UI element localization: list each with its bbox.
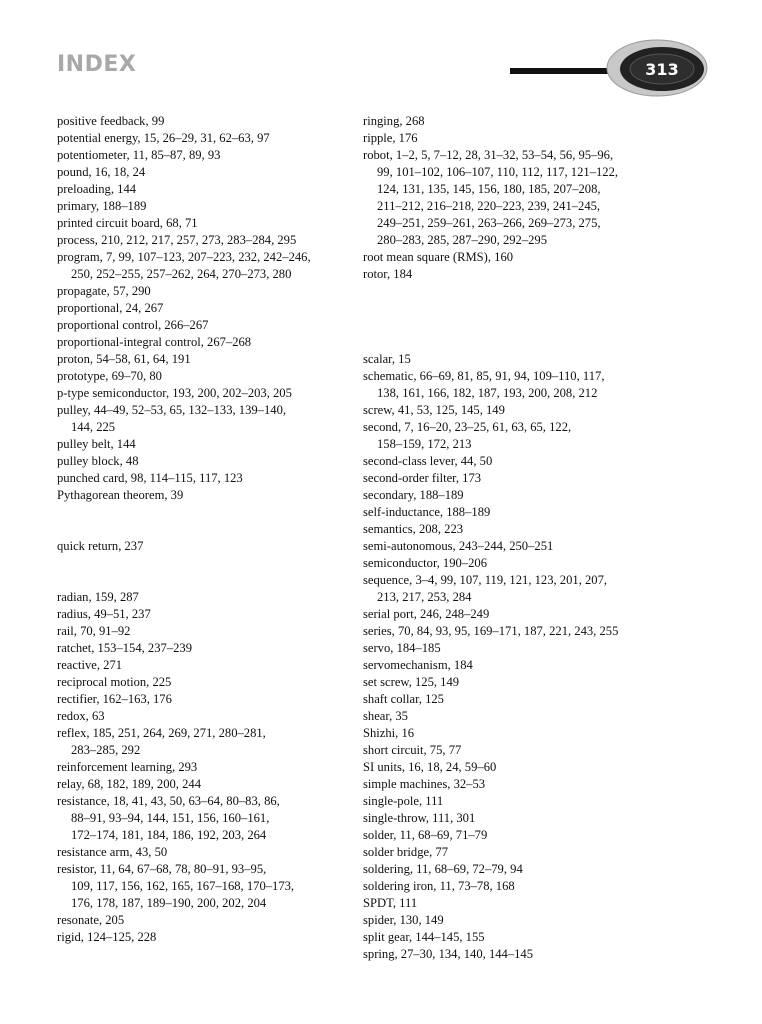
- index-entry-line: 280–283, 285, 287–290, 292–295: [377, 233, 548, 247]
- index-entry-line: semiconductor, 190–206: [363, 556, 488, 570]
- index-entry: [363, 759, 663, 776]
- index-entry-line: potentiometer, 11, 85–87, 89, 93: [57, 148, 221, 162]
- index-entry-line: Pythagorean theorem, 39: [57, 488, 184, 502]
- index-entry-line: punched card, 98, 114–115, 117, 123: [57, 471, 243, 485]
- index-entry: [363, 810, 663, 827]
- index-entry: [57, 657, 357, 674]
- section-gap: [57, 504, 357, 538]
- index-entry-line: short circuit, 75, 77: [363, 743, 462, 757]
- index-entry: [363, 946, 663, 963]
- index-entry-line: pound, 16, 18, 24: [57, 165, 146, 179]
- index-entry: [57, 538, 357, 555]
- index-entry-line: preloading, 144: [57, 182, 137, 196]
- index-entry: [57, 844, 357, 861]
- index-entry: [57, 487, 357, 504]
- index-entry-line: SPDT, 111: [363, 896, 418, 910]
- index-entry-line: program, 7, 99, 107–123, 207–223, 232, 242–246,: [57, 250, 311, 264]
- index-entry-line: servo, 184–185: [363, 641, 441, 655]
- index-entry-line: resistor, 11, 64, 67–68, 78, 80–91, 93–95,: [57, 862, 267, 876]
- index-entry-line: propagate, 57, 290: [57, 284, 151, 298]
- index-entry: [363, 351, 663, 368]
- index-entry: [363, 776, 663, 793]
- index-entry: [363, 861, 663, 878]
- index-entry: [363, 504, 663, 521]
- index-entry: [57, 929, 357, 946]
- index-entry-line: 88–91, 93–94, 144, 151, 156, 160–161,: [71, 811, 270, 825]
- index-entry: [57, 861, 357, 912]
- index-entry: [57, 691, 357, 708]
- index-entry-line: spring, 27–30, 134, 140, 144–145: [363, 947, 534, 961]
- index-entry-line: reinforcement learning, 293: [57, 760, 198, 774]
- index-entry-line: proportional-integral control, 267–268: [57, 335, 252, 349]
- index-entry-line: semi-autonomous, 243–244, 250–251: [363, 539, 554, 553]
- index-entry-line: 211–212, 216–218, 220–223, 239, 241–245,: [377, 199, 601, 213]
- index-entry: [57, 130, 357, 147]
- index-entry: [363, 555, 663, 572]
- index-entry-line: p-type semiconductor, 193, 200, 202–203, 205: [57, 386, 292, 400]
- index-entry: [57, 232, 357, 249]
- index-entry-line: single-pole, 111: [363, 794, 444, 808]
- index-entry-line: rigid, 124–125, 228: [57, 930, 157, 944]
- index-entry-line: pulley block, 48: [57, 454, 139, 468]
- index-entry: [363, 895, 663, 912]
- index-entry-line: quick return, 237: [57, 539, 144, 553]
- index-entry: [363, 113, 663, 130]
- index-entry-line: scalar, 15: [363, 352, 411, 366]
- index-entry-line: SI units, 16, 18, 24, 59–60: [363, 760, 497, 774]
- index-entry-line: series, 70, 84, 93, 95, 169–171, 187, 221, 243, 255: [363, 624, 619, 638]
- index-entry: [57, 589, 357, 606]
- index-entry-line: ratchet, 153–154, 237–239: [57, 641, 193, 655]
- index-entry-line: 158–159, 172, 213: [377, 437, 472, 451]
- index-entry: [57, 708, 357, 725]
- index-entry: [57, 164, 357, 181]
- index-entry-line: shaft collar, 125: [363, 692, 444, 706]
- index-entry-line: root mean square (RMS), 160: [363, 250, 514, 264]
- page-number-badge: [605, 38, 710, 98]
- index-entry: [57, 351, 357, 368]
- index-entry: [57, 776, 357, 793]
- index-entry-line: secondary, 188–189: [363, 488, 464, 502]
- index-entry-line: 144, 225: [71, 420, 116, 434]
- index-entry-line: set screw, 125, 149: [363, 675, 460, 689]
- index-entry: [363, 929, 663, 946]
- index-entry: [363, 572, 663, 606]
- index-entry-line: 109, 117, 156, 162, 165, 167–168, 170–173,: [71, 879, 295, 893]
- index-entry: [57, 436, 357, 453]
- index-entry-line: 172–174, 181, 184, 186, 192, 203, 264: [71, 828, 267, 842]
- index-entry: [57, 385, 357, 402]
- index-entry: [57, 725, 357, 759]
- index-entry-line: self-inductance, 188–189: [363, 505, 491, 519]
- index-entry: [57, 249, 357, 283]
- index-entry-line: 283–285, 292: [71, 743, 141, 757]
- index-entry-line: 99, 101–102, 106–107, 110, 112, 117, 121–122,: [377, 165, 619, 179]
- index-entry-line: split gear, 144–145, 155: [363, 930, 485, 944]
- index-entry: [363, 844, 663, 861]
- index-entry: [363, 657, 663, 674]
- index-entry-line: potential energy, 15, 26–29, 31, 62–63, 97: [57, 131, 270, 145]
- index-entry-line: second-order filter, 173: [363, 471, 482, 485]
- index-entry-line: 176, 178, 187, 189–190, 200, 202, 204: [71, 896, 267, 910]
- index-entry: [57, 317, 357, 334]
- index-entry-line: 249–251, 259–261, 263–266, 269–273, 275,: [377, 216, 601, 230]
- index-entry-line: semantics, 208, 223: [363, 522, 464, 536]
- index-entry-line: reciprocal motion, 225: [57, 675, 172, 689]
- index-entry-line: proton, 54–58, 61, 64, 191: [57, 352, 191, 366]
- index-entry: [363, 912, 663, 929]
- index-entry-line: proportional, 24, 267: [57, 301, 164, 315]
- index-entry: [57, 640, 357, 657]
- index-column-right: [363, 113, 663, 963]
- index-entry-line: rotor, 184: [363, 267, 413, 281]
- index-entry: [363, 793, 663, 810]
- index-entry: [363, 878, 663, 895]
- index-entry: [57, 198, 357, 215]
- index-entry: [57, 470, 357, 487]
- index-entry-line: 124, 131, 135, 145, 156, 180, 185, 207–208,: [377, 182, 601, 196]
- index-column-left: [57, 113, 357, 946]
- header-title: INDEX: [57, 52, 137, 77]
- index-entry-line: solder, 11, 68–69, 71–79: [363, 828, 488, 842]
- index-entry: [57, 912, 357, 929]
- index-entry: [57, 283, 357, 300]
- index-entry: [363, 419, 663, 453]
- index-entry: [363, 147, 663, 249]
- index-entry: [363, 453, 663, 470]
- index-entry-line: rectifier, 162–163, 176: [57, 692, 172, 706]
- section-gap: [363, 283, 663, 317]
- index-entry-line: proportional control, 266–267: [57, 318, 209, 332]
- index-entry: [363, 606, 663, 623]
- index-entry: [57, 334, 357, 351]
- index-entry-line: reactive, 271: [57, 658, 123, 672]
- index-entry-line: spider, 130, 149: [363, 913, 444, 927]
- index-entry: [363, 623, 663, 640]
- index-entry-line: radius, 49–51, 237: [57, 607, 151, 621]
- index-entry: [363, 538, 663, 555]
- index-entry-line: 213, 217, 253, 284: [377, 590, 472, 604]
- index-entry-line: reflex, 185, 251, 264, 269, 271, 280–281,: [57, 726, 266, 740]
- index-entry: [57, 300, 357, 317]
- index-entry-line: relay, 68, 182, 189, 200, 244: [57, 777, 201, 791]
- index-entry-line: prototype, 69–70, 80: [57, 369, 162, 383]
- index-entry-line: serial port, 246, 248–249: [363, 607, 490, 621]
- index-entry-line: 138, 161, 166, 182, 187, 193, 200, 208, 212: [377, 386, 598, 400]
- index-entry: [363, 402, 663, 419]
- index-entry: [363, 487, 663, 504]
- index-entry-line: soldering, 11, 68–69, 72–79, 94: [363, 862, 523, 876]
- index-entry: [363, 742, 663, 759]
- index-entry: [57, 623, 357, 640]
- index-entry: [57, 402, 357, 436]
- index-entry-line: radian, 159, 287: [57, 590, 139, 604]
- index-entry-line: pulley belt, 144: [57, 437, 136, 451]
- index-entry: [363, 470, 663, 487]
- index-entry: [57, 793, 357, 844]
- index-entry: [363, 640, 663, 657]
- index-entry: [57, 147, 357, 164]
- index-entry: [57, 181, 357, 198]
- index-entry-line: robot, 1–2, 5, 7–12, 28, 31–32, 53–54, 56, 95–96,: [363, 148, 614, 162]
- page-number: 313: [645, 60, 679, 79]
- index-entry-line: schematic, 66–69, 81, 85, 91, 94, 109–110, 117,: [363, 369, 605, 383]
- section-gap: [363, 317, 663, 351]
- index-entry: [57, 113, 357, 130]
- index-entry-line: second-class lever, 44, 50: [363, 454, 493, 468]
- index-entry: [57, 674, 357, 691]
- index-entry-line: ringing, 268: [363, 114, 425, 128]
- index-entry-line: redox, 63: [57, 709, 105, 723]
- index-entry-line: rail, 70, 91–92: [57, 624, 131, 638]
- index-entry-line: simple machines, 32–53: [363, 777, 486, 791]
- index-entry: [363, 521, 663, 538]
- index-entry-line: primary, 188–189: [57, 199, 147, 213]
- index-entry-line: single-throw, 111, 301: [363, 811, 476, 825]
- index-entry: [363, 368, 663, 402]
- index-entry-line: Shizhi, 16: [363, 726, 415, 740]
- index-entry-line: positive feedback, 99: [57, 114, 165, 128]
- index-entry-line: ripple, 176: [363, 131, 418, 145]
- index-entry: [363, 691, 663, 708]
- index-entry-line: sequence, 3–4, 99, 107, 119, 121, 123, 201, 207,: [363, 573, 608, 587]
- index-entry: [57, 453, 357, 470]
- index-entry-line: screw, 41, 53, 125, 145, 149: [363, 403, 505, 417]
- index-entry-line: servomechanism, 184: [363, 658, 473, 672]
- index-entry-line: second, 7, 16–20, 23–25, 61, 63, 65, 122,: [363, 420, 572, 434]
- index-entry: [57, 368, 357, 385]
- index-entry: [57, 606, 357, 623]
- index-entry-line: resistance, 18, 41, 43, 50, 63–64, 80–83, 86,: [57, 794, 280, 808]
- index-entry-line: process, 210, 212, 217, 257, 273, 283–284, 295: [57, 233, 297, 247]
- index-entry: [363, 674, 663, 691]
- index-entry: [363, 266, 663, 283]
- index-entry: [57, 759, 357, 776]
- index-entry-line: shear, 35: [363, 709, 408, 723]
- index-entry-line: pulley, 44–49, 52–53, 65, 132–133, 139–140,: [57, 403, 287, 417]
- index-entry: [363, 130, 663, 147]
- index-entry: [57, 215, 357, 232]
- index-entry-line: solder bridge, 77: [363, 845, 448, 859]
- section-gap: [57, 555, 357, 589]
- index-entry: [363, 725, 663, 742]
- index-entry-line: printed circuit board, 68, 71: [57, 216, 198, 230]
- index-entry: [363, 249, 663, 266]
- index-entry-line: resistance arm, 43, 50: [57, 845, 168, 859]
- index-entry-line: soldering iron, 11, 73–78, 168: [363, 879, 515, 893]
- index-entry-line: 250, 252–255, 257–262, 264, 270–273, 280: [71, 267, 292, 281]
- index-entry: [363, 708, 663, 725]
- index-entry: [363, 827, 663, 844]
- index-entry-line: resonate, 205: [57, 913, 125, 927]
